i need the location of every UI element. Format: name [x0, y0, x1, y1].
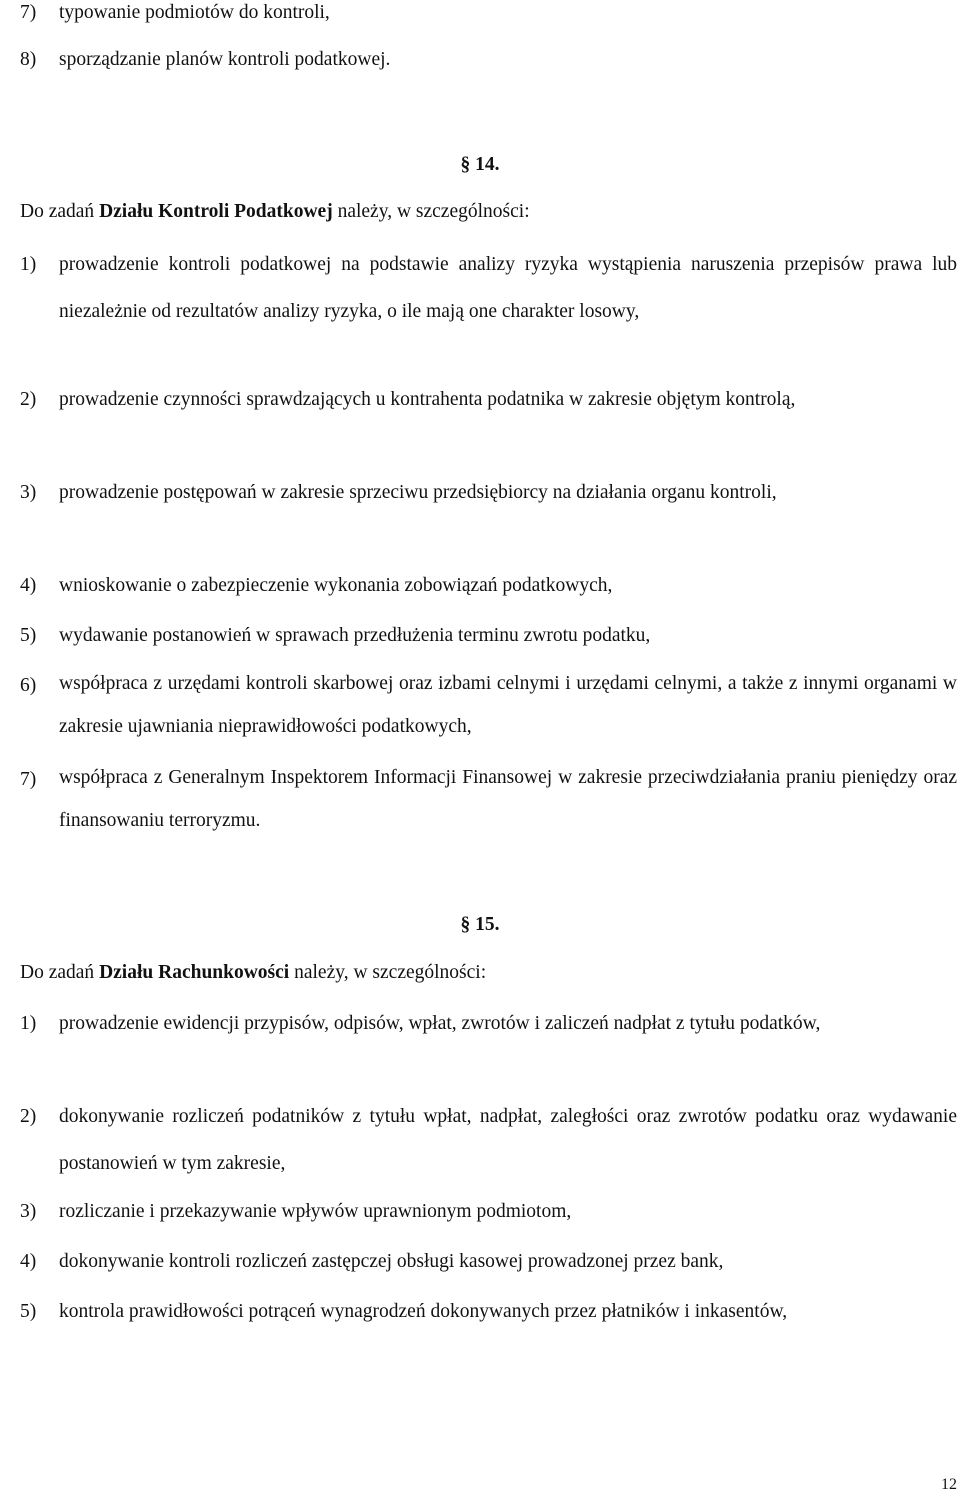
list-item [20, 45, 957, 75]
list-item-text: prowadzenie czynności sprawdzających u kontrahenta podatnika w zakresie objętym kontrolą, [59, 389, 796, 410]
list-item [20, 1000, 957, 1047]
list-item [20, 469, 957, 516]
list-item [20, 376, 957, 423]
intro-text: należy, w szczególności: [332, 201, 530, 222]
intro-text: należy, w szczególności: [289, 962, 487, 983]
list-item-number: 2) [20, 1106, 37, 1127]
list-item-number: 5) [20, 625, 37, 646]
list-item-text: rozliczanie i przekazywanie wpływów uprawnionym podmiotom, [59, 1201, 572, 1222]
list-item [20, 0, 957, 28]
list-item-number: 3) [20, 1201, 37, 1222]
list-item-text: współpraca z Generalnym Inspektorem Informacji Finansowej w zakresie przeciwdziałania praniu pieniędzy oraz finansowaniu terroryzmu. [59, 767, 957, 831]
list-item-text: dokonywanie rozliczeń podatników z tytułu wpłat, nadpłat, zaległości oraz zwrotów podatku oraz wydawanie postanowień w tym zakresie, [59, 1106, 957, 1174]
list-item-number: 1) [20, 254, 37, 275]
section-intro [20, 958, 957, 988]
list-item-number: 4) [20, 1251, 37, 1272]
department-name: Działu Kontroli Podatkowej [99, 201, 333, 222]
list-item-text: prowadzenie postępowań w zakresie sprzeciwu przedsiębiorcy na działania organu kontroli, [59, 482, 777, 503]
list-item-number: 4) [20, 575, 37, 596]
section-intro [20, 197, 957, 227]
section-heading: § 15. [460, 914, 500, 935]
list-item-number: 7) [20, 769, 37, 790]
list-item [20, 241, 957, 335]
section-heading: § 14. [460, 154, 500, 175]
list-item-text: prowadzenie ewidencji przypisów, odpisów, wpłat, zwrotów i zaliczeń nadpłat z tytułu podatków, [59, 1013, 821, 1034]
list-item-number: 5) [20, 1301, 37, 1322]
list-item-text: kontrola prawidłowości potrąceń wynagrodzeń dokonywanych przez płatników i inkasentów, [59, 1301, 788, 1322]
list-item-number: 8) [20, 49, 37, 70]
list-item [20, 756, 957, 842]
list-item-text: współpraca z urzędami kontroli skarbowej oraz izbami celnymi i urzędami celnymi, a także z innymi organami w zakresie ujawniania nieprawidłowości podatkowych, [59, 673, 957, 737]
list-item-number: 1) [20, 1013, 37, 1034]
list-item-number: 7) [20, 2, 37, 23]
list-item-text: wydawanie postanowień w sprawach przedłużenia terminu zwrotu podatku, [59, 625, 651, 646]
list-item [20, 1188, 957, 1235]
list-item-text: wnioskowanie o zabezpieczenie wykonania zobowiązań podatkowych, [59, 575, 613, 596]
intro-text: Do zadań [20, 201, 100, 222]
list-item-number: 2) [20, 389, 37, 410]
list-item [20, 1238, 957, 1285]
list-item-text: sporządzanie planów kontroli podatkowej. [59, 49, 391, 70]
department-name: Działu Rachunkowości [99, 962, 290, 983]
page-number: 12 [941, 1476, 957, 1493]
list-item [20, 562, 957, 609]
list-item-text: prowadzenie kontroli podatkowej na podstawie analizy ryzyka wystąpienia naruszenia przepisów prawa lub niezależnie od rezultatów analizy ryzyka, o ile mają one charakter losowy, [59, 254, 957, 322]
list-item [20, 662, 957, 748]
list-item-number: 6) [20, 675, 37, 696]
list-item-text: typowanie podmiotów do kontroli, [59, 2, 330, 23]
list-item-text: dokonywanie kontroli rozliczeń zastępczej obsługi kasowej prowadzonej przez bank, [59, 1251, 724, 1272]
list-item [20, 1093, 957, 1187]
intro-text: Do zadań [20, 962, 100, 983]
list-item-number: 3) [20, 482, 37, 503]
list-item [20, 1288, 957, 1335]
list-item [20, 612, 957, 659]
